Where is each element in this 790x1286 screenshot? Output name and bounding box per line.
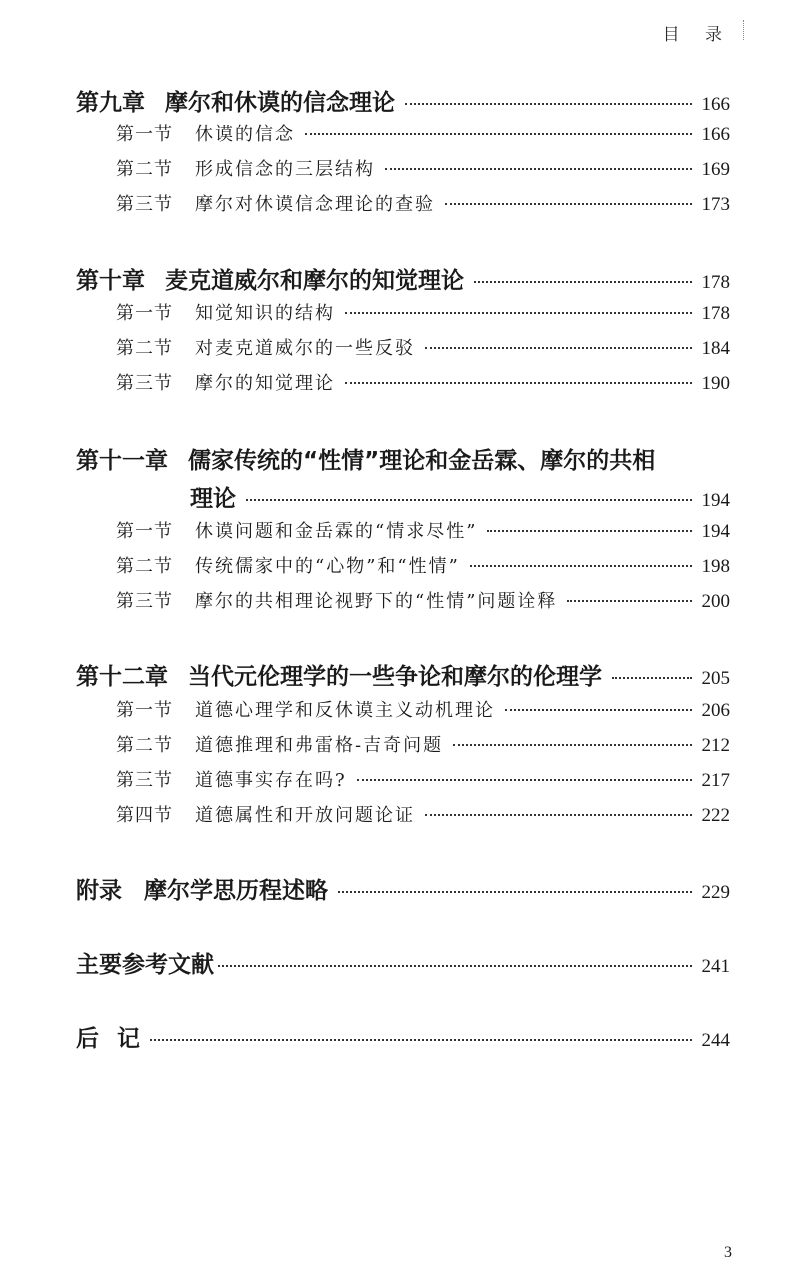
- toc-chapter-12[interactable]: [76, 658, 730, 691]
- toc-afterword[interactable]: [76, 1020, 730, 1053]
- dot-leader: [474, 281, 692, 283]
- dot-leader: [612, 677, 692, 679]
- toc-section[interactable]: [116, 552, 730, 578]
- page-number: 229: [701, 882, 730, 903]
- page-number: 222: [701, 805, 730, 826]
- section-number: 第二节: [116, 556, 173, 577]
- afterword-char-2: 记: [117, 1026, 140, 1052]
- toc-section[interactable]: [116, 190, 730, 216]
- page-number: 205: [701, 668, 730, 689]
- toc-section[interactable]: [116, 696, 730, 722]
- section-title: 休谟的信念: [195, 124, 295, 145]
- section-title: 对麦克道威尔的一些反驳: [195, 338, 415, 359]
- section-title: 休谟问题和金岳霖的“情求尽性”: [195, 521, 478, 542]
- section-title: 知觉知识的结构: [195, 303, 335, 324]
- dot-leader: [345, 382, 692, 384]
- running-header: 目 录: [662, 25, 732, 45]
- toc-chapter-10[interactable]: [76, 262, 730, 295]
- page-number: 217: [701, 770, 730, 791]
- section-number: 第一节: [116, 700, 173, 721]
- chapter-title: 麦克道威尔和摩尔的知觉理论: [165, 268, 464, 294]
- dot-leader: [425, 347, 692, 349]
- section-title: 道德心理学和反休谟主义动机理论: [195, 700, 495, 721]
- page-number: 194: [701, 521, 730, 542]
- dot-leader: [445, 203, 692, 205]
- toc-section[interactable]: [116, 517, 730, 543]
- section-number: 第三节: [116, 194, 173, 215]
- dot-leader: [338, 891, 692, 893]
- chapter-title: 当代元伦理学的一些争论和摩尔的伦理学: [188, 664, 602, 690]
- page-number: 241: [701, 956, 730, 977]
- page-number: 166: [701, 124, 730, 145]
- dot-leader: [385, 168, 692, 170]
- dot-leader: [567, 600, 691, 602]
- afterword-char-1: 后: [76, 1026, 99, 1052]
- dot-leader: [345, 312, 692, 314]
- section-title: 道德事实存在吗?: [195, 770, 347, 791]
- page-number: 206: [701, 700, 730, 721]
- toc-section[interactable]: [116, 299, 730, 325]
- references-title: 主要参考文献: [76, 952, 214, 978]
- dot-leader: [505, 709, 692, 711]
- section-title: 道德属性和开放问题论证: [195, 805, 415, 826]
- toc-section[interactable]: [116, 801, 730, 827]
- toc-section[interactable]: [116, 120, 730, 146]
- toc-appendix[interactable]: [76, 872, 730, 905]
- chapter-title: 儒家传统的“性情”理论和金岳霖、摩尔的共相: [188, 448, 656, 474]
- dot-leader: [487, 530, 691, 532]
- section-title: 摩尔的共相理论视野下的“性情”问题诠释: [195, 591, 558, 612]
- page-number: 200: [701, 591, 730, 612]
- dot-leader: [305, 133, 692, 135]
- section-number: 第三节: [116, 770, 173, 791]
- appendix-title: 摩尔学思历程述略: [144, 878, 328, 904]
- chapter-title: 摩尔和休谟的信念理论: [165, 90, 395, 116]
- dot-leader: [405, 103, 692, 105]
- dot-leader: [357, 779, 692, 781]
- section-number: 第二节: [116, 338, 173, 359]
- section-number: 第四节: [116, 805, 173, 826]
- page-number: 194: [701, 490, 730, 511]
- toc-section[interactable]: [116, 587, 730, 613]
- header-edge-mark: [743, 20, 746, 40]
- section-title: 摩尔对休谟信念理论的查验: [195, 194, 435, 215]
- chapter-number: 第九章: [76, 90, 145, 116]
- dot-leader: [453, 744, 691, 746]
- toc-section[interactable]: [116, 731, 730, 757]
- section-number: 第三节: [116, 373, 173, 394]
- chapter-number: 第十章: [76, 268, 145, 294]
- toc-section[interactable]: [116, 369, 730, 395]
- page-number: 178: [701, 303, 730, 324]
- dot-leader: [218, 965, 692, 967]
- toc-section[interactable]: [116, 766, 730, 792]
- section-title: 道德推理和弗雷格-吉奇问题: [195, 735, 444, 756]
- page-number: 212: [701, 735, 730, 756]
- section-number: 第二节: [116, 159, 173, 180]
- toc-section[interactable]: [116, 155, 730, 181]
- page-number: 184: [701, 338, 730, 359]
- section-number: 第一节: [116, 521, 173, 542]
- chapter-title-continued: 理论: [190, 486, 236, 512]
- page-number: 198: [701, 556, 730, 577]
- toc-chapter-11[interactable]: [76, 442, 655, 475]
- section-number: 第三节: [116, 591, 173, 612]
- page-number: 190: [701, 373, 730, 394]
- dot-leader: [425, 814, 692, 816]
- toc-section[interactable]: [116, 334, 730, 360]
- toc-chapter-11-continued[interactable]: [190, 480, 730, 513]
- dot-leader: [150, 1039, 692, 1041]
- dot-leader: [246, 499, 692, 501]
- section-title: 摩尔的知觉理论: [195, 373, 335, 394]
- toc-chapter-9[interactable]: [76, 84, 730, 117]
- section-number: 第一节: [116, 124, 173, 145]
- chapter-number: 第十二章: [76, 664, 168, 690]
- page-number: 178: [701, 272, 730, 293]
- page-number: 244: [701, 1030, 730, 1051]
- chapter-number: 第十一章: [76, 448, 168, 474]
- toc-references[interactable]: [76, 946, 730, 979]
- dot-leader: [470, 565, 692, 567]
- section-number: 第一节: [116, 303, 173, 324]
- folio-page-number: 3: [724, 1244, 732, 1261]
- section-title: 传统儒家中的“心物”和“性情”: [195, 556, 460, 577]
- page-number: 169: [701, 159, 730, 180]
- page-number: 166: [701, 94, 730, 115]
- section-title: 形成信念的三层结构: [195, 159, 375, 180]
- appendix-label: 附录: [76, 878, 122, 904]
- page-number: 173: [701, 194, 730, 215]
- section-number: 第二节: [116, 735, 173, 756]
